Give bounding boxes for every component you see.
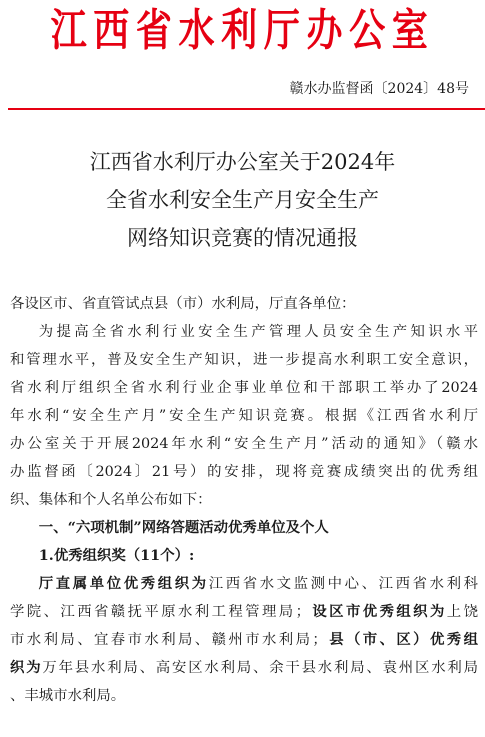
title-line-2: 全省水利安全生产月安全生产: [106, 188, 379, 212]
document-number: 赣水办监督函〔2024〕48号: [289, 81, 469, 97]
red-divider-line: [8, 108, 485, 110]
intro-line-4: 年水利“安全生产月”安全生产知识竞赛。根据《江西省水利厅: [10, 408, 478, 424]
org-masthead: 江西省水利厅办公室: [50, 5, 435, 56]
salutation: 各设区市、省直管试点县（市）水利局，厅直各单位：: [10, 296, 356, 312]
award-text: 市水利局、宜春市水利局、赣州市水利局；: [10, 632, 327, 648]
award-text: 江西省水文监测中心、江西省水利科: [208, 576, 478, 592]
award-category-label: 织为: [10, 659, 43, 676]
award-category-label: 厅直属单位优秀组织为: [38, 575, 209, 592]
title-line-3: 网络知识竞赛的情况通报: [127, 226, 358, 250]
intro-line-1: 为提高全省水利行业安全生产管理人员安全生产知识水平: [38, 324, 478, 340]
award-text: 上饶: [446, 604, 478, 620]
award-line-2: [10, 598, 478, 626]
section-1-heading: 一、“六项机制”网络答题活动优秀单位及个人: [38, 519, 329, 536]
award-line-4: [10, 654, 478, 682]
award-line-3: [10, 626, 478, 654]
award-text: 学院、江西省赣抚平原水利工程管理局；: [10, 604, 310, 620]
subsection-1-heading: 1.优秀组织奖（11个）:: [38, 547, 195, 564]
award-text: 万年县水利局、高安区水利局、余干县水利局、袁州区水利局: [42, 660, 478, 676]
intro-line-2: 和管理水平，普及安全生产知识，进一步提高水利职工安全意识，: [10, 352, 478, 368]
intro-line-5: 办公室关于开展2024年水利“安全生产月”活动的通知》（赣水: [10, 436, 478, 452]
award-line-1: [10, 570, 478, 598]
award-line-5: [10, 682, 478, 710]
document-body: [10, 290, 478, 710]
intro-line-7: 织、集体和个人名单公布如下：: [10, 492, 212, 508]
intro-line-6: 办监督函〔2024〕21号）的安排，现将竞赛成绩突出的优秀组: [10, 464, 478, 480]
award-category-label: 设区市优秀组织为: [309, 603, 447, 620]
award-category-label: 县（市、区）优秀组: [326, 631, 478, 648]
award-text: 、丰城市水利局。: [10, 688, 126, 704]
document-title: [0, 143, 485, 257]
intro-line-3: 省水利厅组织全省水利行业企事业单位和干部职工举办了2024: [10, 380, 478, 396]
title-line-1: 江西省水利厅办公室关于2024年: [89, 150, 396, 174]
